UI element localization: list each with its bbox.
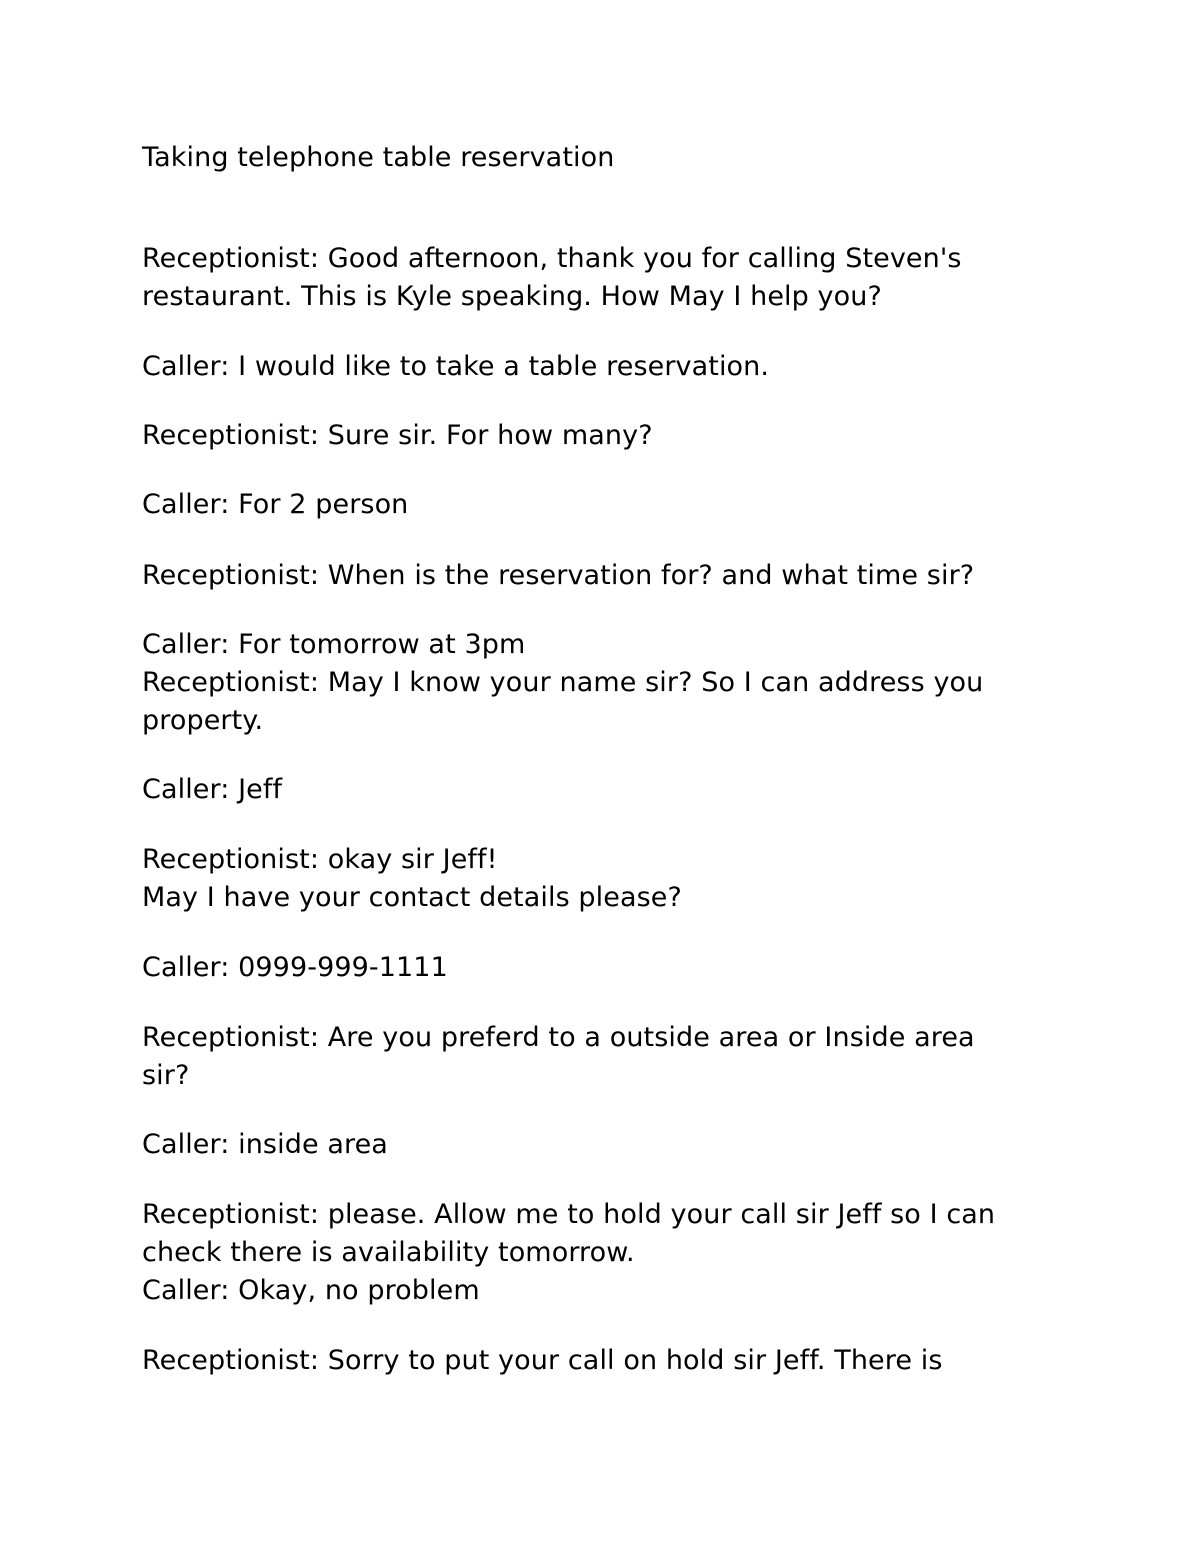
- dialogue-line: check there is availability tomorrow.: [142, 1237, 635, 1268]
- dialogue-line: Receptionist: When is the reservation for? and what time sir?: [142, 560, 975, 591]
- dialogue-line: May I have your contact details please?: [142, 882, 682, 913]
- dialogue-line: Caller: Okay, no problem: [142, 1275, 480, 1306]
- dialogue-line: Caller: I would like to take a table reservation.: [142, 351, 770, 382]
- dialogue-line: sir?: [142, 1060, 190, 1091]
- dialogue-line: Caller: inside area: [142, 1129, 388, 1160]
- dialogue-line: Caller: 0999-999-1111: [142, 952, 448, 983]
- dialogue-line: Receptionist: Are you preferd to a outside area or Inside area: [142, 1022, 975, 1053]
- dialogue-line: property.: [142, 705, 264, 736]
- dialogue-line: Receptionist: please. Allow me to hold your call sir Jeff so I can: [142, 1199, 996, 1230]
- dialogue-line: Caller: For 2 person: [142, 489, 409, 520]
- dialogue-line: Receptionist: Sure sir. For how many?: [142, 420, 653, 451]
- dialogue-line: Receptionist: May I know your name sir? So I can address you: [142, 667, 984, 698]
- dialogue-line: Caller: For tomorrow at 3pm: [142, 629, 526, 660]
- dialogue-line: Caller: Jeff: [142, 774, 283, 805]
- dialogue-line: Receptionist: Sorry to put your call on hold sir Jeff. There is: [142, 1345, 943, 1376]
- dialogue-line: Receptionist: Good afternoon, thank you for calling Steven's: [142, 243, 962, 274]
- dialogue-line: Receptionist: okay sir Jeff!: [142, 844, 498, 875]
- document-title: Taking telephone table reservation: [142, 142, 615, 173]
- dialogue-line: restaurant. This is Kyle speaking. How May I help you?: [142, 281, 882, 312]
